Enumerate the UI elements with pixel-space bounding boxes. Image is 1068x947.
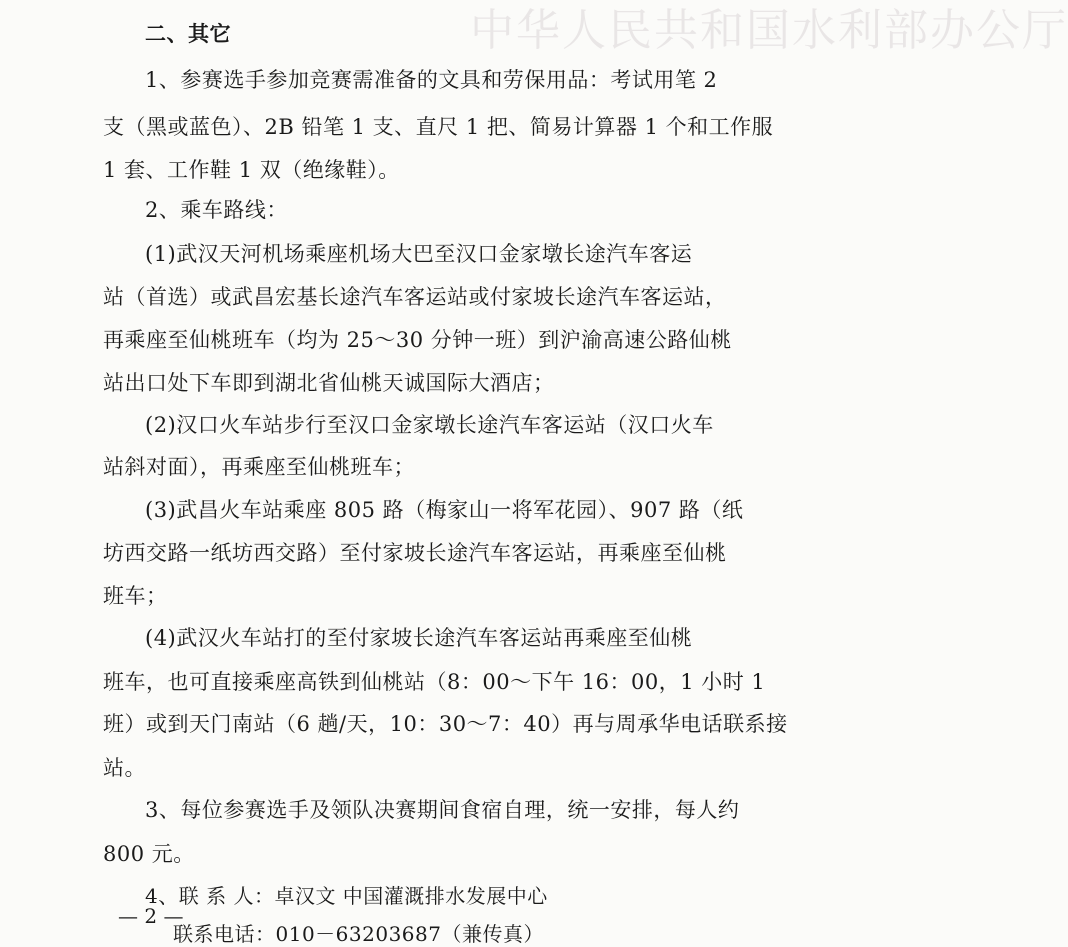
page-number: — 2 —: [118, 904, 184, 928]
section-title: 二、其它: [145, 21, 231, 46]
paragraph-line: (1)武汉天河机场乘座机场大巴至汉口金家墩长途汽车客运: [145, 242, 693, 266]
paragraph-line: 800 元。: [103, 842, 195, 866]
paragraph-line: (2)汉口火车站步行至汉口金家墩长途汽车客运站（汉口火车: [145, 413, 714, 437]
contact-person-line: 4、联 系 人：卓汉文 中国灌溉排水发展中心: [145, 884, 548, 908]
paragraph-line: 支（黑或蓝色）、2B 铅笔 1 支、直尺 1 把、简易计算器 1 个和工作服: [103, 115, 774, 139]
paragraph-line: 班车；: [103, 584, 168, 608]
paragraph-line: (3)武昌火车站乘座 805 路（梅家山一将军花园）、907 路（纸: [145, 498, 744, 522]
paragraph-line: 站出口处下车即到湖北省仙桃天诚国际大酒店；: [103, 371, 555, 395]
paragraph-line: 班）或到天门南站（6 趟/天，10：30～7：40）再与周承华电话联系接: [103, 712, 788, 736]
paragraph-line: 再乘座至仙桃班车（均为 25～30 分钟一班）到沪渝高速公路仙桃: [103, 328, 732, 352]
paragraph-line: 班车，也可直接乘座高铁到仙桃站（8：00～下午 16：00，1 小时 1: [103, 670, 766, 694]
paragraph-line: 坊西交路一纸坊西交路）至付家坡长途汽车客运站，再乘座至仙桃: [103, 541, 727, 565]
paragraph-line: 站（首选）或武昌宏基长途汽车客运站或付家坡长途汽车客运站，: [103, 285, 727, 309]
paragraph-line: 3、每位参赛选手及领队决赛期间食宿自理，统一安排，每人约: [145, 798, 740, 822]
paragraph-line: 2、乘车路线：: [145, 198, 288, 222]
paragraph-line: (4)武汉火车站打的至付家坡长途汽车客运站再乘座至仙桃: [145, 626, 693, 650]
paragraph-line: 站。: [103, 756, 146, 780]
bleed-through-watermark: 中华人民共和国水利部办公厅: [470, 5, 1068, 56]
paragraph-line: 1、参赛选手参加竞赛需准备的文具和劳保用品：考试用笔 2: [145, 68, 718, 92]
contact-phone-line: 联系电话：010－63203687（兼传真）: [173, 922, 544, 946]
paragraph-line: 站斜对面），再乘座至仙桃班车；: [103, 455, 415, 479]
paragraph-line: 1 套、工作鞋 1 双（绝缘鞋）。: [103, 158, 400, 182]
